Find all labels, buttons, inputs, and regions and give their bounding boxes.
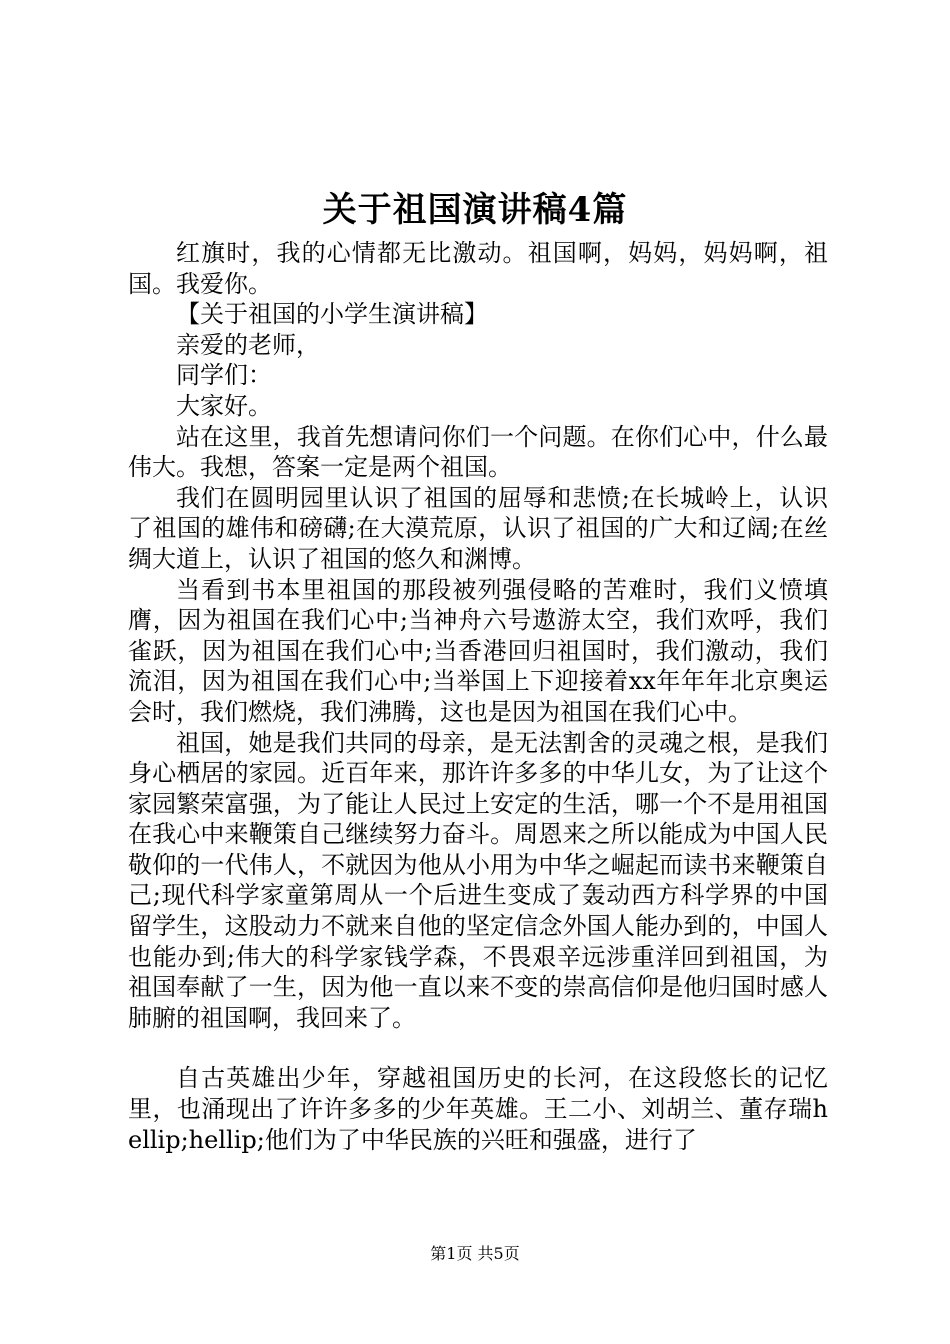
paragraph: 祖国，她是我们共同的母亲，是无法割舍的灵魂之根，是我们身心栖居的家园。近百年来，那许许多多的中华儿女，为了让这个家园繁荣富强，为了能让人民过上安定的生活，哪一个不是用祖国在我心中来鞭策自己继续努力奋斗。周恩来之所以能成为中国人民敬仰的一代伟人，不就因为他从小用为中华之崛起而读书来鞭策自己;现代科学家童第周从一个后进生变成了轰动西方科学界的中国留学生，这股动力不就来自他的坚定信念外国人能办到的，中国人也能办到;伟大的科学家钱学森，不畏艰辛远涉重洋回到祖国，为祖国奉献了一生，因为他一直以来不变的崇高信仰是他归国时感人肺腑的祖国啊，我回来了。 bbox=[128, 728, 828, 1032]
paragraph: 我们在圆明园里认识了祖国的屈辱和悲愤;在长城岭上，认识了祖国的雄伟和磅礴;在大漠荒原，认识了祖国的广大和辽阔;在丝绸大道上，认识了祖国的悠久和渊博。 bbox=[128, 483, 828, 573]
paragraph: 自古英雄出少年，穿越祖国历史的长河，在这段悠长的记忆里，也涌现出了许许多多的少年英雄。王二小、刘胡兰、董存瑞hellip;hellip;他们为了中华民族的兴旺和强盛，进行了 bbox=[128, 1064, 828, 1154]
paragraph: 【关于祖国的小学生演讲稿】 bbox=[176, 300, 488, 329]
document-body bbox=[128, 238, 828, 1155]
paragraph: 同学们： bbox=[176, 361, 272, 390]
paragraph: 大家好。 bbox=[176, 391, 272, 420]
paragraph: 当看到书本里祖国的那段被列强侵略的苦难时，我们义愤填膺，因为祖国在我们心中;当神舟六号遨游太空，我们欢呼，我们雀跃，因为祖国在我们心中;当香港回归祖国时，我们激动，我们流泪，因为祖国在我们心中;当举国上下迎接着xx年年年北京奥运会时，我们燃烧，我们沸腾，这也是因为祖国在我们心中。 bbox=[128, 575, 828, 726]
document-title: 关于祖国演讲稿4篇 bbox=[322, 190, 628, 230]
paragraph: 站在这里，我首先想请问你们一个问题。在你们心中，什么最伟大。我想，答案一定是两个祖国。 bbox=[128, 422, 828, 482]
paragraph: 红旗时，我的心情都无比激动。祖国啊，妈妈，妈妈啊，祖国。我爱你。 bbox=[128, 239, 828, 298]
paragraph: 亲爱的老师， bbox=[176, 330, 320, 359]
page-number-footer: 第1页 共5页 bbox=[430, 1244, 520, 1263]
